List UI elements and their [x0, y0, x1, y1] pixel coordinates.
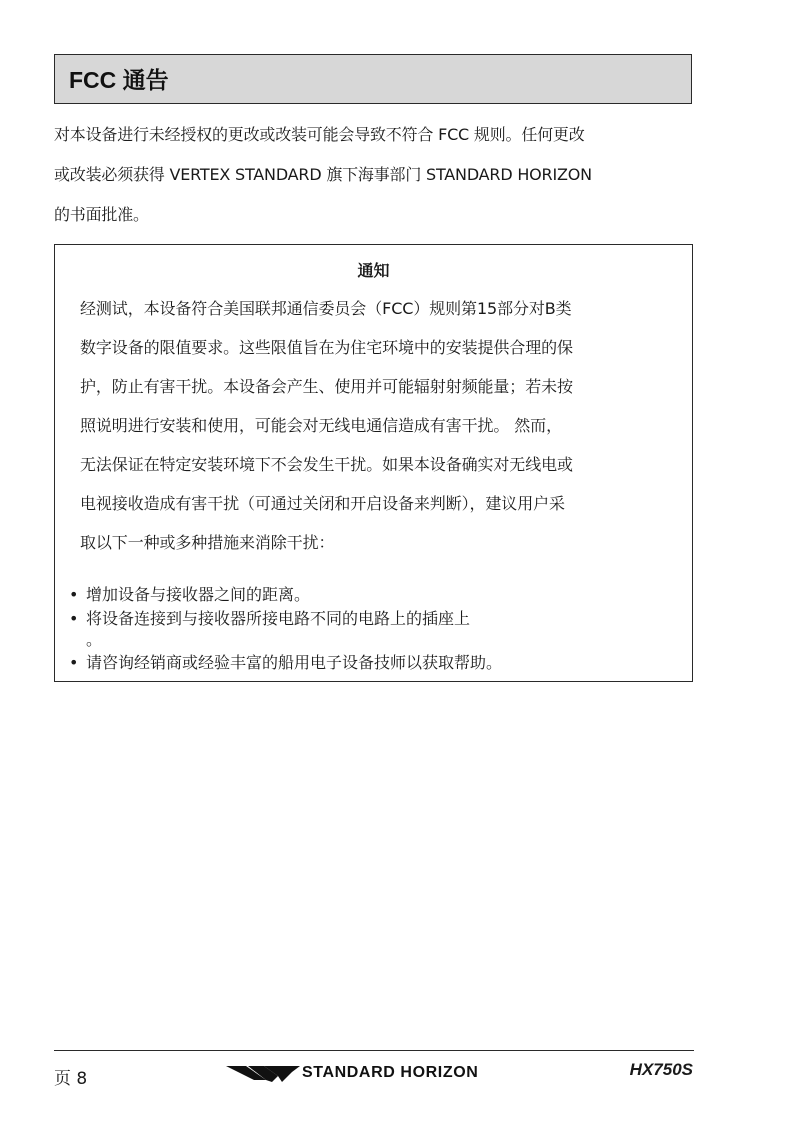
list-item-text: 将设备连接到与接收器所接电路不同的电路上的插座上 [86, 609, 471, 628]
list-item [68, 583, 502, 607]
notice-body [80, 289, 573, 562]
standard-horizon-logo-icon [226, 1060, 300, 1086]
bullet-icon: • [69, 609, 79, 628]
intro-line: 对本设备进行未经授权的更改或改装可能会导致不符合 FCC 规则。任何更改 [54, 125, 585, 144]
section-title: FCC 通告 [69, 67, 169, 93]
notice-box [54, 244, 693, 682]
intro-line: 或改装必须获得 VERTEX STANDARD 旗下海事部门 STANDARD HORIZON [54, 165, 592, 184]
notice-line: 无法保证在特定安装环境下不会发生干扰。如果本设备确实对无线电或 [80, 455, 573, 474]
notice-line: 经测试，本设备符合美国联邦通信委员会（FCC）规则第15部分对B类 [80, 299, 572, 318]
intro-paragraph [54, 115, 696, 235]
bullet-icon: • [69, 653, 79, 672]
model-number: HX750S [629, 1060, 693, 1079]
notice-line: 取以下一种或多种措施来消除干扰： [80, 533, 335, 552]
notice-line: 电视接收造成有害干扰（可通过关闭和开启设备来判断），建议用户采 [80, 494, 565, 513]
intro-line: 的书面批准。 [54, 205, 149, 224]
list-item [68, 651, 502, 675]
notice-line: 照说明进行安装和使用，可能会对无线电通信造成有害干扰。 然而， [80, 416, 562, 435]
list-item-text: 增加设备与接收器之间的距离。 [86, 585, 311, 604]
brand-name: STANDARD HORIZON [302, 1064, 479, 1081]
bullet-icon: • [69, 585, 79, 604]
notice-line: 数字设备的限值要求。这些限值旨在为住宅环境中的安装提供合理的保 [80, 338, 573, 357]
list-item [68, 607, 502, 631]
section-header [54, 54, 692, 104]
notice-line: 护，防止有害干扰。本设备会产生、使用并可能辐射射频能量；若未按 [80, 377, 573, 396]
brand-logo [226, 1060, 526, 1086]
footer-divider [54, 1050, 694, 1051]
notice-title: 通知 [357, 261, 390, 280]
list-item-text: 请咨询经销商或经验丰富的船用电子设备技师以获取帮助。 [86, 653, 503, 672]
list-item-tail: 。 [86, 630, 103, 649]
page-number: 页 8 [54, 1069, 88, 1089]
bullet-list [68, 583, 502, 675]
